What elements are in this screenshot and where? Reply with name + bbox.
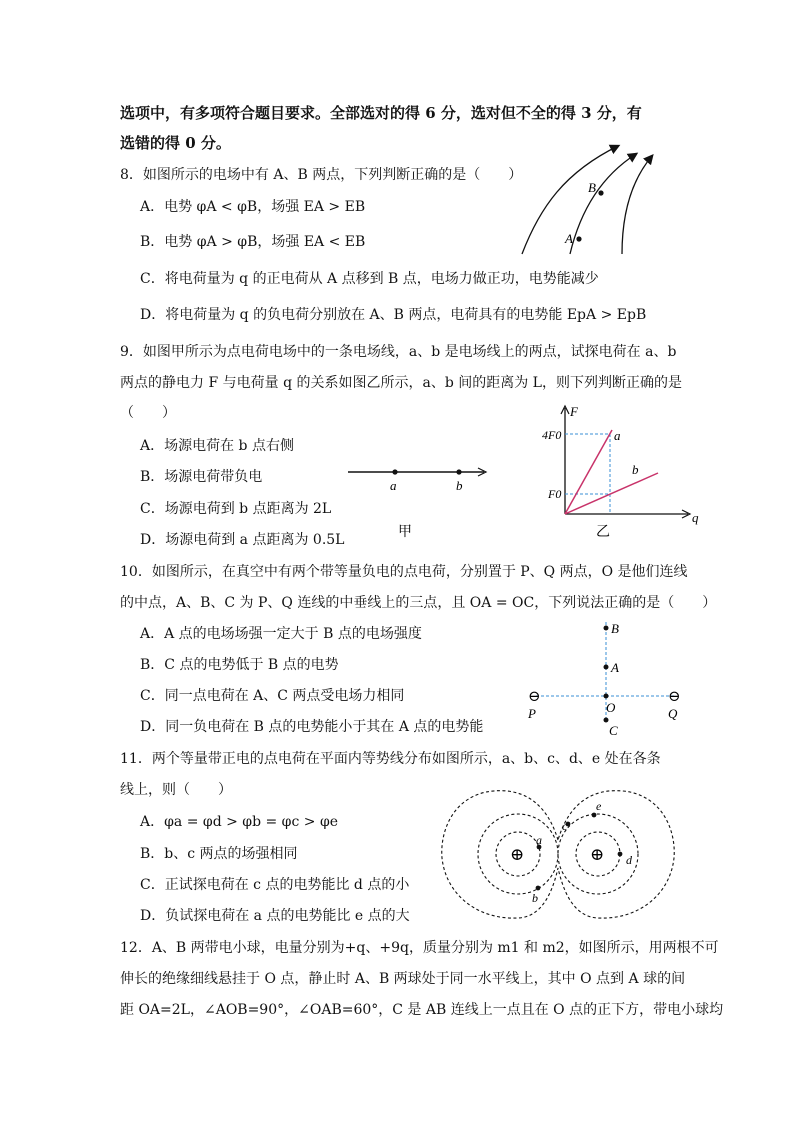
q10-stem-1: 10．如图所示，在真空中有两个带等量负电的点电荷，分别置于 P、Q 两点，O 是他们连线 (120, 564, 688, 580)
label-c: C (609, 723, 618, 738)
q11-option-c: C．正试探电荷在 c 点的电势能比 d 点的小 (140, 877, 410, 893)
label-a: A (565, 231, 573, 246)
q8-option-b: B．电势 φA > φB，场强 EA < EB (140, 234, 366, 250)
q10-option-b: B．C 点的电势低于 B 点的电势 (140, 657, 339, 673)
caption-jia: 甲 (398, 525, 412, 540)
q11-equipotential-figure (438, 780, 688, 930)
label-a: a (536, 833, 542, 847)
q11-option-a: A．φa = φd > φb = φc > φe (140, 814, 339, 830)
q9-option-c: C．场源电荷到 b 点距离为 2L (140, 501, 332, 517)
q11-option-b: B．b、c 两点的场强相同 (140, 846, 298, 862)
charge-left-icon: ⊕ (510, 845, 525, 864)
q9-option-d: D．场源电荷到 a 点距离为 0.5L (140, 532, 345, 548)
tick-4f0: 4F0 (542, 428, 562, 442)
tick-f0: F0 (548, 487, 562, 501)
q9-stem-1: 9．如图甲所示为点电荷电场中的一条电场线，a、b 是电场线上的两点，试探电荷在 a、b (120, 344, 677, 360)
label-c: c (562, 819, 568, 833)
intro-line-2: 选错的得 0 分。 (120, 134, 231, 152)
line-b (565, 473, 658, 514)
q8-option-a: A．电势 φA < φB，场强 EA > EB (140, 199, 366, 215)
q9-figure-yi (530, 402, 710, 544)
charge-p-icon: ⊖ (528, 689, 541, 705)
charge-q-icon: ⊖ (668, 689, 681, 705)
point-a (392, 469, 397, 474)
q12-line-3: 距 OA=2L，∠AOB=90°，∠OAB=60°，C 是 AB 连线上一点且在 O 点的正下方，带电小球均 (120, 1002, 724, 1018)
charge-right-icon: ⊕ (590, 845, 605, 864)
q12-line-1: 12．A、B 两带电小球，电量分别为+q、+9q，质量分别为 m1 和 m2，如图所示，用两根不可 (120, 940, 719, 956)
q10-charges-figure (522, 614, 692, 740)
q8-option-c: C．将电荷量为 q 的正电荷从 A 点移到 B 点，电场力做正功，电势能减少 (140, 271, 599, 287)
point-a (576, 236, 581, 241)
q12-line-2: 伸长的绝缘细线悬挂于 O 点，静止时 A、B 两球处于同一水平线上，其中 O 点到 A 球的间 (120, 971, 686, 987)
line-b-label: b (632, 462, 639, 477)
q8-stem: 8．如图所示的电场中有 A、B 两点，下列判断正确的是（ ） (120, 167, 523, 183)
label-p: P (528, 706, 536, 721)
q9-option-b: B．场源电荷带负电 (140, 469, 263, 485)
point-b (598, 190, 603, 195)
label-e: e (596, 799, 602, 813)
q11-stem-2: 线上，则（ ） (120, 782, 232, 798)
intro-line-1: 选项中，有多项符合题目要求。全部选对的得 6 分，选对但不全的得 3 分，有 (120, 104, 642, 122)
q11-stem-1: 11．两个等量带正电的点电荷在平面内等势线分布如图所示，a、b、c、d、e 处在各条 (120, 751, 661, 767)
field-line-3 (622, 156, 652, 254)
q10-option-a: A．A 点的电场场强一定大于 B 点的电场强度 (140, 626, 422, 642)
point-b (456, 469, 461, 474)
q9-option-a: A．场源电荷在 b 点右侧 (140, 438, 294, 454)
label-o: O (606, 700, 616, 715)
q9-stem-2: 两点的静电力 F 与电荷量 q 的关系如图乙所示，a、b 间的距离为 L，则下列判断正确的是 (120, 375, 682, 391)
q8-field-figure (510, 142, 670, 260)
label-q: Q (668, 706, 678, 721)
q11-option-d: D．负试探电荷在 a 点的电势能比 e 点的大 (140, 908, 410, 924)
label-b: b (532, 891, 538, 905)
q9-stem-3: （ ） (120, 405, 176, 421)
y-axis-label: F (570, 404, 578, 419)
q8-option-d: D．将电荷量为 q 的负电荷分别放在 A、B 两点，电荷具有的电势能 EpA > EpB (140, 307, 647, 323)
line-a (565, 430, 612, 514)
x-axis-label: q (692, 510, 699, 525)
label-b: b (456, 478, 463, 493)
q9-figure-jia (344, 460, 494, 540)
label-d: d (626, 853, 632, 867)
label-a: A (611, 660, 619, 675)
line-a-label: a (614, 428, 621, 443)
q10-option-c: C．同一点电荷在 A、C 两点受电场力相同 (140, 688, 405, 704)
label-a: a (390, 478, 397, 493)
label-b: B (611, 621, 619, 636)
q10-stem-2: 的中点，A、B、C 为 P、Q 连线的中垂线上的三点，且 OA = OC，下列说法正确的是（ ） (120, 595, 717, 611)
label-b: B (588, 180, 596, 195)
caption-yi: 乙 (596, 525, 610, 540)
q10-option-d: D．同一负电荷在 B 点的电势能小于其在 A 点的电势能 (140, 719, 484, 735)
